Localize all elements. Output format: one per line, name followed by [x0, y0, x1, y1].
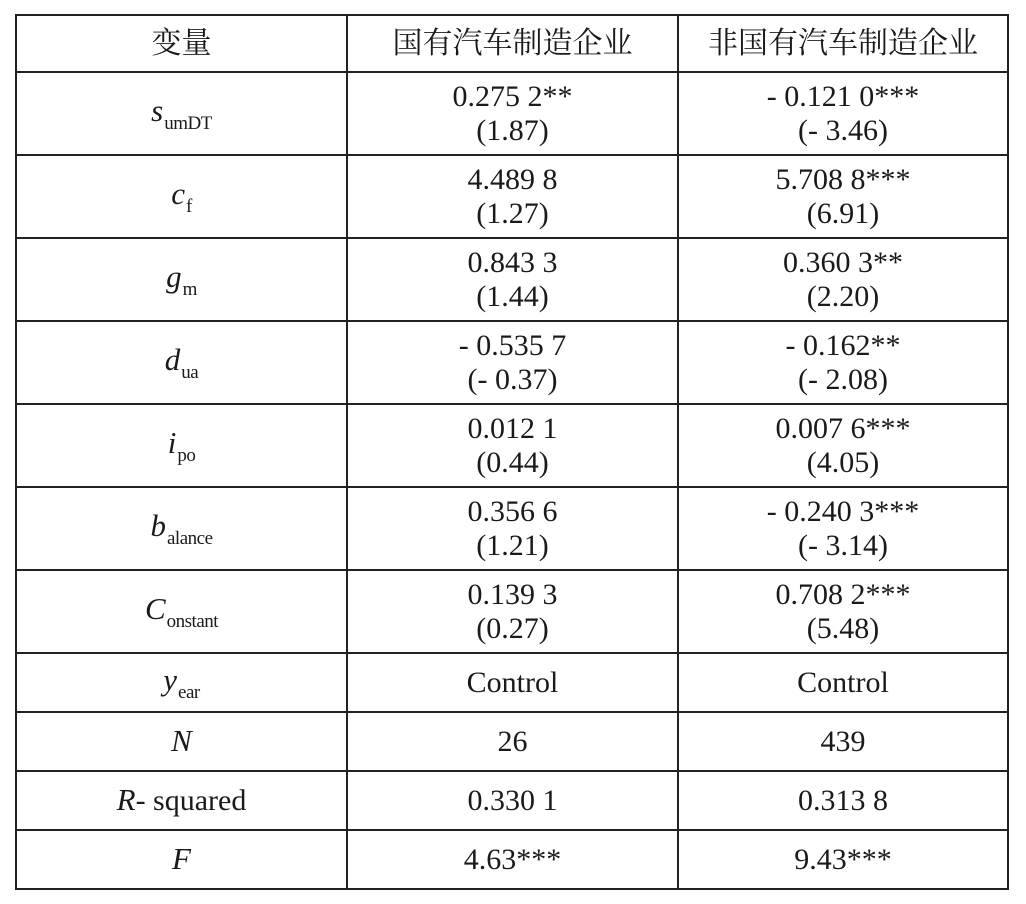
nsoe-year-control: Control [678, 653, 1008, 712]
variable-cell [16, 321, 347, 404]
soe-t-stat: (0.44) [476, 445, 549, 479]
year-row [16, 653, 1008, 712]
nsoe-t-stat: (4.05) [806, 445, 880, 479]
soe-coefficient: 0.012 1 [467, 411, 558, 445]
variable-subscript: ear [178, 682, 200, 703]
soe-cell [347, 487, 678, 570]
variable-subscript: alance [166, 528, 213, 549]
soe-t-stat: (0.27) [476, 611, 549, 645]
table-row [16, 321, 1008, 404]
soe-cell [347, 321, 678, 404]
nsoe-coefficient: 0.360 3** [783, 245, 903, 279]
table-row [16, 238, 1008, 321]
soe-r-squared: 0.330 1 [347, 771, 678, 830]
soe-cell [347, 72, 678, 155]
variable-symbol: y [163, 662, 178, 697]
soe-t-stat: (1.21) [476, 528, 549, 562]
soe-coefficient: 0.356 6 [467, 494, 558, 528]
nsoe-coefficient: - 0.162** [785, 328, 901, 362]
soe-t-stat: (1.87) [476, 113, 549, 147]
variable-symbol: s [151, 93, 164, 128]
nsoe-coefficient: 5.708 8*** [775, 162, 911, 196]
n-row [16, 712, 1008, 771]
nsoe-t-stat: (- 3.14) [798, 528, 888, 562]
nsoe-cell [678, 487, 1008, 570]
variable-symbol: d [164, 342, 181, 377]
nsoe-f-stat: 9.43*** [678, 830, 1008, 889]
soe-coefficient: 4.489 8 [467, 162, 558, 196]
nsoe-cell [678, 404, 1008, 487]
nsoe-n: 439 [678, 712, 1008, 771]
variable-cell [16, 771, 347, 830]
nsoe-cell [678, 570, 1008, 653]
header-variable: 变量 [16, 15, 347, 72]
nsoe-coefficient: 0.007 6*** [775, 411, 911, 445]
soe-cell [347, 404, 678, 487]
variable-cell [16, 830, 347, 889]
variable-cell [16, 72, 347, 155]
variable-cell [16, 404, 347, 487]
variable-symbol: F [172, 841, 191, 876]
variable-symbol: g [166, 259, 182, 294]
table-row [16, 487, 1008, 570]
nsoe-cell [678, 155, 1008, 238]
variable-symbol: N [171, 723, 192, 758]
variable-symbol: c [171, 176, 185, 211]
variable-cell [16, 155, 347, 238]
header-non-state-owned: 非国有汽车制造企业 [678, 15, 1008, 72]
nsoe-coefficient: 0.708 2*** [775, 577, 911, 611]
variable-symbol: C [144, 591, 166, 626]
nsoe-t-stat: (2.20) [806, 279, 880, 313]
nsoe-r-squared: 0.313 8 [678, 771, 1008, 830]
nsoe-t-stat: (6.91) [806, 196, 880, 230]
r-squared-row [16, 771, 1008, 830]
soe-n: 26 [347, 712, 678, 771]
table-row [16, 155, 1008, 238]
nsoe-cell [678, 321, 1008, 404]
soe-coefficient: 0.275 2** [452, 79, 573, 113]
nsoe-t-stat: (5.48) [806, 611, 880, 645]
nsoe-t-stat: (- 3.46) [798, 113, 888, 147]
nsoe-cell [678, 72, 1008, 155]
table-row [16, 72, 1008, 155]
variable-subscript: onstant [166, 611, 219, 632]
variable-cell [16, 487, 347, 570]
variable-cell [16, 570, 347, 653]
soe-t-stat: (1.27) [476, 196, 549, 230]
f-row [16, 830, 1008, 889]
variable-symbol: i [167, 425, 177, 460]
variable-symbol: b [150, 508, 166, 543]
nsoe-coefficient: - 0.121 0*** [766, 79, 920, 113]
soe-coefficient: 0.843 3 [467, 245, 558, 279]
regression-table [15, 14, 1009, 890]
variable-subscript: ua [181, 362, 199, 383]
nsoe-cell [678, 238, 1008, 321]
soe-year-control: Control [347, 653, 678, 712]
variable-subscript: m [182, 279, 197, 300]
nsoe-t-stat: (- 2.08) [798, 362, 888, 396]
variable-suffix: - squared [135, 784, 247, 817]
soe-coefficient: 0.139 3 [467, 577, 558, 611]
table-row [16, 404, 1008, 487]
soe-t-stat: (1.44) [476, 279, 549, 313]
variable-subscript: umDT [164, 113, 212, 134]
header-row [16, 15, 1008, 72]
variable-cell [16, 712, 347, 771]
header-state-owned: 国有汽车制造企业 [347, 15, 678, 72]
soe-coefficient: - 0.535 7 [458, 328, 567, 362]
variable-cell [16, 238, 347, 321]
variable-subscript: po [177, 445, 196, 466]
variable-cell [16, 653, 347, 712]
soe-f-stat: 4.63*** [347, 830, 678, 889]
soe-cell [347, 238, 678, 321]
table-row [16, 570, 1008, 653]
nsoe-coefficient: - 0.240 3*** [766, 494, 920, 528]
variable-symbol: R [116, 782, 136, 817]
soe-cell [347, 570, 678, 653]
soe-t-stat: (- 0.37) [467, 362, 558, 396]
variable-subscript: f [185, 196, 192, 217]
soe-cell [347, 155, 678, 238]
